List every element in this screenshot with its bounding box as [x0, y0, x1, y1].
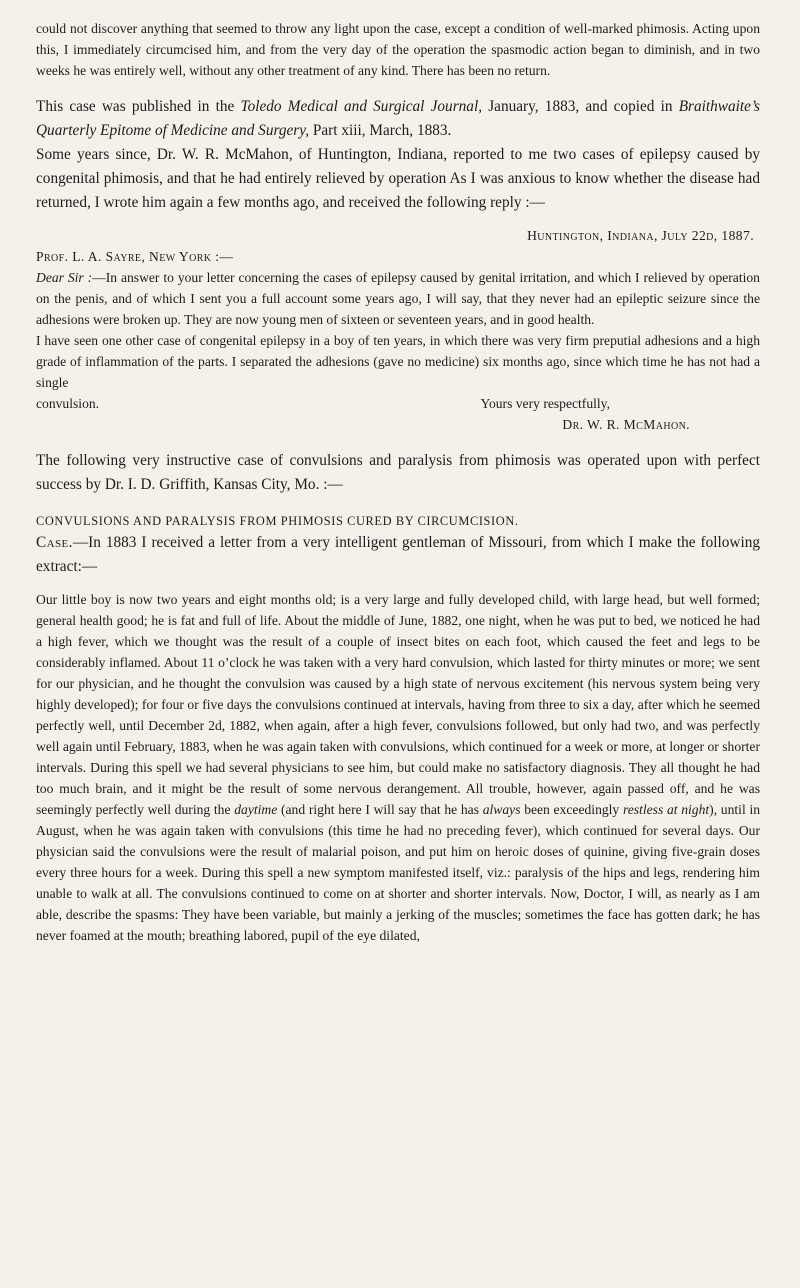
publication-note	[36, 95, 760, 143]
letter-closing: Yours very respectfully,	[480, 396, 610, 411]
letter-body-paragraph-1	[36, 267, 760, 330]
extract-text-b: (and right here I will say that he has	[277, 802, 483, 817]
case-label: Case.	[36, 534, 73, 551]
letter-signature: Dr. W. R. McMahon.	[562, 417, 690, 432]
extract-emphasis-always: always	[482, 802, 521, 817]
letter-dateline: Huntington, Indiana, July 22d, 1887.	[527, 228, 754, 243]
extract-text-d: ), until in August, when he was again taken with convulsions (this time he had no preceding fever), which continued for several days. Our physician said the convulsions were the result of malarial poison, and put him on heroic doses of quinine, giving five-grain doses every three hours for a week. During this spell a new symptom manifested itself, viz.: paralysis of the hips and legs, rendering him unable to walk at all. The convulsions continued to come on at shorter and shorter intervals. Now, Doctor, I will, as nearly as I am able, describe the spasms: They have been variable, but mainly a jerking of the muscles; sometimes the face has gotten dark; he has never foamed at the mouth; breathing labored, pupil of the eye dilated,	[36, 802, 761, 943]
journal-title: Toledo Medical and Surgical Journal,	[240, 98, 483, 115]
case-paragraph	[36, 531, 760, 579]
publication-note-text-b: January, 1883, and copied in	[482, 98, 679, 115]
document-page	[36, 18, 760, 946]
extract-emphasis-restless: restless at night	[622, 802, 710, 817]
section-heading: CONVULSIONS AND PARALYSIS FROM PHIMOSIS CURED BY CIRCUMCISION.	[36, 514, 519, 528]
extract-emphasis-daytime: daytime	[234, 802, 278, 817]
extract-text-a: Our little boy is now two years and eight months old; is a very large and fully developed child, with large head, but well formed; general health good; he is fat and full of life. About the middle of June, 1882, one night, when he was put to bed, we noticed he had a high fever, which we thought was the result of a couple of insect bites on each foot, which caused the feet and legs to be considerably inflamed. About 11 o’clock he was taken with a very hard convulsion, which lasted for thirty minutes or more; we sent for our physician, and he thought the convulsion was caused by a high state of nervous excitement (his nervous system being very highly developed); for four or five days the convulsions continued at intervals, having from three to six a day, after which he seemed perfectly well, until December 2d, 1882, when again, after a high fever, convulsions followed, but only had two, and was perfectly well again until February, 1883, when he was again taken with convulsions, which continued for a week or more, at longer or shorter intervals. During this spell we had several physicians to see him, but could make no satisfactory diagnosis. They all thought he had too much brain, and it might be the result of some nervous derangement. All trouble, however, again passed off, and he was seemingly perfectly well during the	[36, 592, 760, 817]
epitome-title: Braithwaite’s Quarterly Epitome of Medicine and Surgery,	[36, 98, 761, 139]
letter-signoff	[36, 393, 760, 414]
griffith-intro-paragraph: The following very instructive case of convulsions and paralysis from phimosis was operated upon with perfect success by Dr. I. D. Griffith, Kansas City, Mo. :—	[36, 452, 760, 493]
letter-extract-paragraph	[36, 589, 760, 946]
letter-body-paragraph-2: I have seen one other case of congenital epilepsy in a boy of ten years, in which there was very firm preputial adhesions and a high grade of inflammation of the parts. I separated the adhesions (gave no medicine) six months ago, since which time he has not had a single	[36, 333, 760, 390]
publication-note-text-c: Part xiii, March, 1883.	[309, 122, 452, 139]
case-text: —In 1883 I received a letter from a very intelligent gentleman of Missouri, from which I make the following extract:—	[36, 534, 760, 575]
opening-paragraph: could not discover anything that seemed to throw any light upon the case, except a condition of well-marked phimosis. Acting upon this, I immediately circumcised him, and from the very day of the operation the spasmodic action began to diminish, and in two weeks he was entirely well, without any other treatment of any kind. There has been no return.	[36, 21, 760, 78]
letter-salutation: Dear Sir :	[36, 270, 93, 285]
extract-text-c: been exceedingly	[520, 802, 623, 817]
letter-addressee: Prof. L. A. Sayre, New York :—	[36, 249, 234, 264]
letter-body-text-1: —In answer to your letter concerning the cases of epilepsy caused by genital irritation, and which I relieved by operation on the penis, and of which I sent you a full account some years ago, I will say, that they never had an epileptic seizure since the adhesions were broken up. They are now young men of sixteen or seventeen years, and in good health.	[36, 270, 760, 327]
letter-last-word: convulsion.	[36, 396, 100, 411]
mcmahon-intro-paragraph: Some years since, Dr. W. R. McMahon, of Huntington, Indiana, reported to me two cases of epilepsy caused by congenital phimosis, and that he had entirely relieved by operation As I was anxious to know whether the disease had returned, I wrote him again a few months ago, and received the following reply :—	[36, 146, 760, 211]
publication-note-text-a: This case was published in the	[36, 98, 241, 115]
